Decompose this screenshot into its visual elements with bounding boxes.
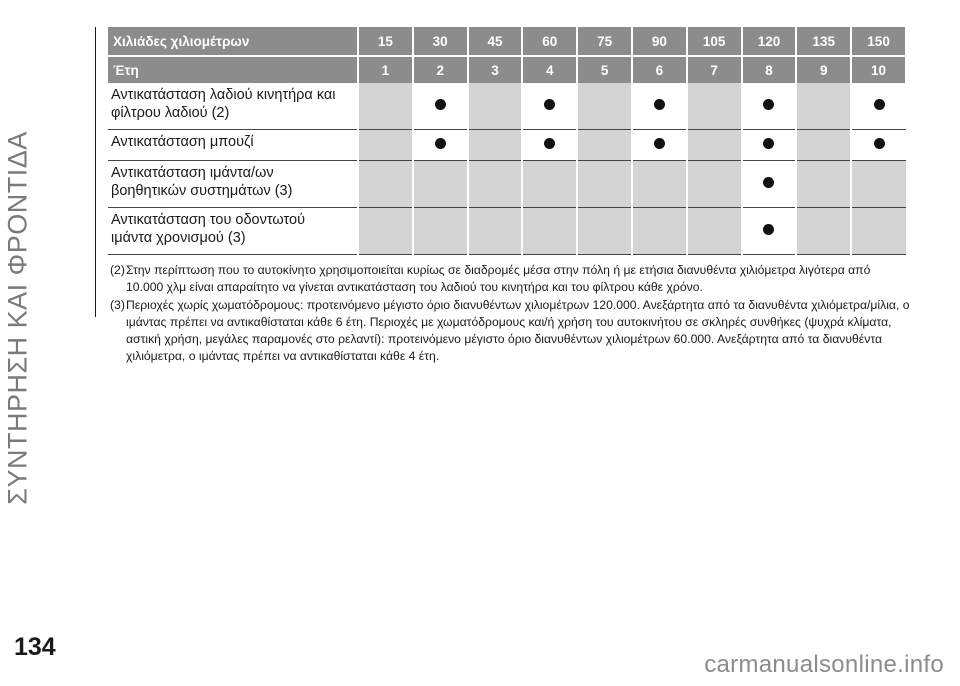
footnote [110,262,910,296]
service-cell-empty [468,130,523,161]
service-cell-empty [358,83,413,130]
service-cell-required [851,130,906,161]
service-cell-empty [358,161,413,208]
header-year-value: 6 [632,56,687,83]
header-km-value: 75 [577,27,632,56]
footnote-number: (3) [110,298,125,312]
header-km-value: 30 [413,27,468,56]
header-km-value: 15 [358,27,413,56]
footnote-text: Περιοχές χωρίς χωματόδρομους: προτεινόμενο μέγιστο όριο διανυθέντων χιλιομέτρων 120.000. Ανεξάρτητα από τα διανυθέντα χιλιόμετρα/μίλια, ο ιμάντας πρέπει να αντικαθίσταται κάθε 6 έτη. Περιοχές με χωματόδρομους και/ή χρήση του αυτοκινήτου σε σκληρές συνθήκες (ψυχρά κλίματα, αστική χρήση, μεγάλες παραμονές στο ρελαντί): προτεινόμενο μέγιστο όριο διανυθέντων χιλιομέτρων 60.000. Ανεξάρτητα από τα διανυθέντα χιλιόμετρα, ο ιμάντας πρέπει να αντικαθίσταται κάθε 4 έτη. [126,298,910,363]
service-cell-required [522,130,577,161]
service-cell-empty [468,161,523,208]
header-year-value: 3 [468,56,523,83]
maintenance-schedule-table [108,27,907,255]
service-cell-required [413,83,468,130]
footnotes [110,262,910,366]
footnote-number: (2) [110,263,125,277]
header-year-value: 9 [796,56,851,83]
service-cell-required [632,130,687,161]
row-label [108,130,358,161]
service-dot-icon [654,99,665,110]
service-dot-icon [874,99,885,110]
section-side-title-text: ΣΥΝΤΗΡΗΣΗ ΚΑΙ ΦΡΟΝΤΙΔΑ [2,131,33,505]
service-cell-empty [413,208,468,255]
service-cell-empty [796,83,851,130]
service-dot-icon [763,138,774,149]
header-year-value: 5 [577,56,632,83]
service-cell-required [742,161,797,208]
header-year-value: 7 [687,56,742,83]
header-km-label: Χιλιάδες χιλιομέτρων [108,27,358,56]
row-label-line: Αντικατάσταση του οδοντωτού [111,212,306,228]
header-years-label: Έτη [108,56,358,83]
table-row [108,130,906,161]
table-row [108,161,906,208]
side-divider [95,27,96,317]
service-cell-empty [522,161,577,208]
service-cell-required [632,83,687,130]
row-label-line: ιμάντα χρονισμού (3) [111,230,246,246]
service-cell-empty [796,130,851,161]
service-cell-empty [851,161,906,208]
footnote-text: Στην περίπτωση που το αυτοκίνητο χρησιμοποιείται κυρίως σε διαδρομές μέσα στην πόλη ή με ετήσια διανυθέντα χιλιόμετρα λιγότερα από 10.000 χλμ είναι απαραίτητο να γίνεται αντικατάσταση του λαδιού του κινητήρα και του φίλτρου κάθε χρόνο. [126,263,871,294]
service-cell-empty [577,130,632,161]
table-row [108,208,906,255]
footnote [110,297,910,365]
service-dot-icon [544,138,555,149]
header-km-value: 60 [522,27,577,56]
service-cell-empty [687,83,742,130]
header-km-value: 120 [742,27,797,56]
service-cell-empty [687,161,742,208]
header-km-value: 150 [851,27,906,56]
service-cell-empty [577,161,632,208]
header-km-value: 105 [687,27,742,56]
service-dot-icon [763,224,774,235]
header-km-value: 45 [468,27,523,56]
table-row [108,83,906,130]
header-row-years [108,56,906,83]
service-cell-required [413,130,468,161]
page-number: 134 [14,633,56,661]
service-cell-required [742,208,797,255]
service-cell-empty [851,208,906,255]
service-dot-icon [544,99,555,110]
service-cell-empty [358,130,413,161]
header-km-value: 90 [632,27,687,56]
service-dot-icon [654,138,665,149]
service-dot-icon [435,99,446,110]
row-label-line: Αντικατάσταση λαδιού κινητήρα και [111,87,336,103]
header-km-value: 135 [796,27,851,56]
service-cell-required [851,83,906,130]
service-cell-empty [577,208,632,255]
row-label-line: βοηθητικών συστημάτων (3) [111,183,293,199]
service-cell-empty [413,161,468,208]
row-label [108,161,358,208]
header-year-value: 10 [851,56,906,83]
service-dot-icon [763,99,774,110]
service-cell-empty [632,161,687,208]
service-cell-empty [687,208,742,255]
service-cell-required [522,83,577,130]
service-cell-empty [358,208,413,255]
service-cell-empty [687,130,742,161]
service-dot-icon [874,138,885,149]
service-cell-empty [577,83,632,130]
service-cell-required [742,130,797,161]
section-side-title [2,131,33,505]
service-cell-empty [468,208,523,255]
service-cell-empty [796,161,851,208]
header-row-km [108,27,906,56]
service-dot-icon [763,177,774,188]
service-dot-icon [435,138,446,149]
header-year-value: 4 [522,56,577,83]
service-cell-required [742,83,797,130]
service-cell-empty [468,83,523,130]
row-label-line: Αντικατάσταση ιμάντα/ων [111,165,274,181]
service-cell-empty [522,208,577,255]
row-label-line: Αντικατάσταση μπουζί [111,134,254,150]
service-cell-empty [796,208,851,255]
header-year-value: 8 [742,56,797,83]
header-year-value: 1 [358,56,413,83]
service-cell-empty [632,208,687,255]
row-label [108,83,358,130]
row-label-line: φίλτρου λαδιού (2) [111,105,230,121]
header-year-value: 2 [413,56,468,83]
watermark: carmanualsonline.info [704,651,944,678]
row-label [108,208,358,255]
